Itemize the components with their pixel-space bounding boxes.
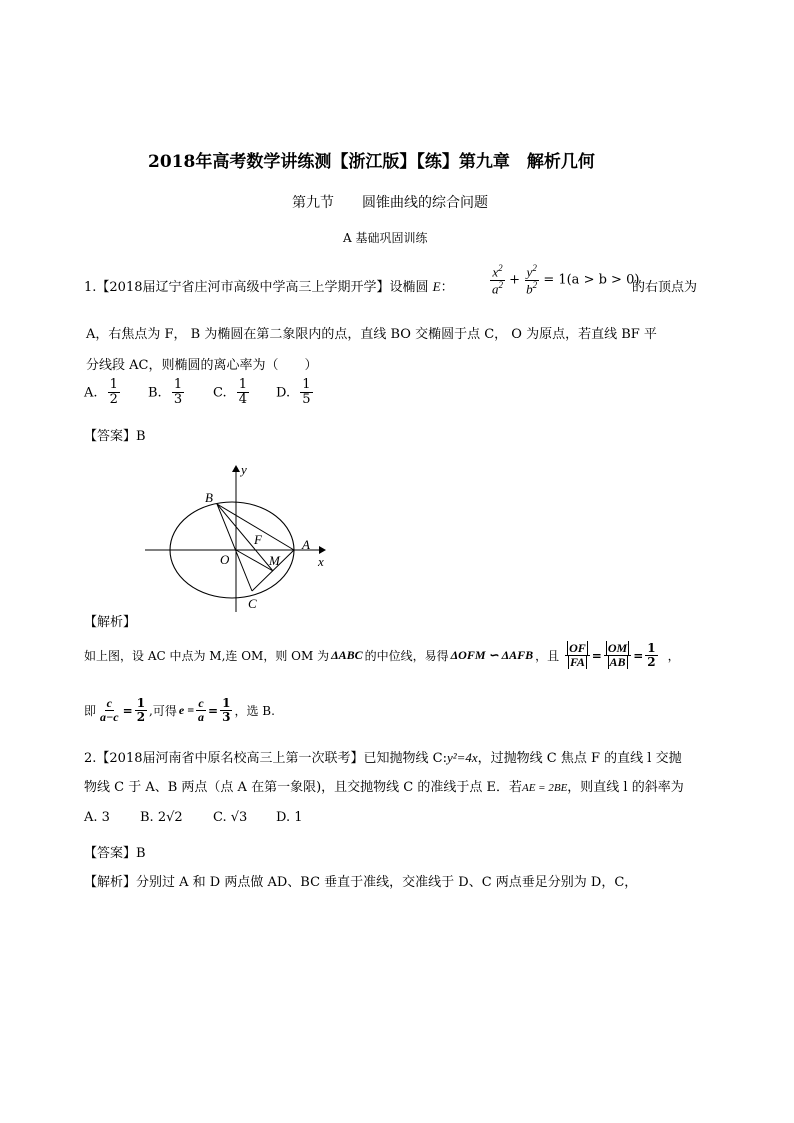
label-a: A: [302, 537, 310, 552]
q2-parabola: y²=4x: [446, 750, 478, 765]
option-b-letter: B.: [148, 385, 162, 401]
q2-analysis: 【解析】分别过 A 和 D 两点做 AD、BC 垂直于准线，交准线于 D、C 两点垂足分别为 D，C，: [84, 875, 638, 890]
question-2-line-2: [84, 776, 684, 795]
sol-text-1: 如上图，设 AC 中点为 M,连 OM，则 OM 为: [84, 649, 330, 664]
label-f: F: [254, 532, 262, 547]
q1-prefix: 1.【2018届辽宁省庄河市高级中学高三上学期开学】设椭圆: [84, 280, 429, 295]
q1-option-d: [276, 378, 313, 408]
q1-ellipse-label: E: [432, 279, 441, 294]
third-den: 3: [222, 710, 231, 725]
eq-condition: = 1(a > b > 0): [543, 272, 640, 288]
q1-answer: 【答案】B: [84, 429, 146, 444]
sol2-amc: a−c: [100, 710, 119, 725]
q2-text-1: 2.【2018届河南省中原名校高三上第一次联考】已知抛物线 C:: [84, 751, 447, 766]
q2-option-d: D. 1: [276, 810, 303, 825]
option-a-letter: A.: [84, 385, 98, 401]
page-title: 2018年高考数学讲练测【浙江版】【练】第九章 解析几何: [148, 152, 595, 172]
eq-a: a: [492, 280, 499, 296]
half-num: 1: [647, 641, 656, 655]
option-a-den: 2: [109, 392, 118, 408]
sol2-text-3: ，选 B.: [234, 704, 275, 719]
option-b-den: 3: [173, 392, 183, 408]
q2-text-3: 物线 C 于 A、B 两点（点 A 在第一象限)，且交抛物线 C 的准线于点 E．若: [84, 780, 522, 795]
section-title: 第九节 圆锥曲线的综合问题: [292, 195, 488, 211]
option-d-num: 1: [302, 377, 311, 392]
sol-triangle: ΔABC: [331, 648, 363, 663]
eq-y: y: [526, 264, 533, 280]
q2-option-c: C. √3: [213, 810, 248, 825]
option-d-letter: D.: [276, 385, 291, 401]
option-a-num: 1: [109, 377, 118, 392]
label-m: M: [269, 553, 280, 568]
question-1-line-1: 1.【2018届辽宁省庄河市高级中学高三上学期开学】设椭圆 E：: [84, 279, 454, 295]
q2-text-2: ，过抛物线 C 焦点 F 的直线 l 交抛: [477, 751, 682, 766]
q2-option-a: A. 3: [84, 810, 110, 825]
label-b: B: [205, 490, 213, 505]
sol-comma: ，: [667, 649, 680, 664]
label-y: y: [241, 462, 247, 477]
subsection-title: A 基础巩固训练: [343, 231, 428, 245]
label-o: O: [220, 552, 230, 567]
option-b-num: 1: [173, 377, 183, 392]
line-bc: [217, 504, 252, 591]
q1-line-1-suffix: 的右顶点为: [632, 280, 698, 295]
q1-solution-line-2: 即 $\frac{c}{a-c}$ = $\frac{1}{2}$ ,可得 e = $\frac{c}{a}$ = $\frac{1}{3}$ ，选 B.: [84, 696, 275, 725]
q1-option-a: [84, 378, 120, 408]
line-om: [236, 550, 273, 571]
sol2-text-2: ,可得: [149, 704, 177, 719]
label-c: C: [248, 596, 257, 611]
option-c-den: 4: [238, 392, 248, 408]
half-den: 2: [647, 655, 656, 670]
q2-answer: 【答案】B: [84, 846, 146, 861]
ellipse-equation: $\frac{x^2}{a^2}$ + $\frac{y^2}{b^2}$ = 1(a > b > 0): [492, 263, 640, 296]
third-num: 1: [222, 696, 231, 710]
question-1-line-3: 分线段 AC，则椭圆的离心率为（ ）: [86, 358, 318, 373]
sol-text-2: 的中位线，易得: [364, 649, 449, 664]
sol2-text-1: 即: [84, 704, 97, 719]
option-c-num: 1: [238, 377, 248, 392]
option-d-den: 5: [302, 392, 311, 408]
ratio-om: OM: [607, 641, 628, 655]
q2-option-b: B. 2√2: [140, 810, 183, 825]
question-1-line-2: A，右焦点为 F， B 为椭圆在第二象限内的点，直线 BO 交椭圆于点 C， O 为原点，若直线 BF 平: [86, 327, 657, 342]
sol-text-3: ，且: [535, 649, 560, 664]
sol2-e: e =: [178, 703, 195, 718]
question-2-line-1: [84, 747, 682, 766]
q1-option-b: [148, 378, 184, 408]
ratio-fa: FA: [570, 655, 585, 670]
eq-x: x: [492, 264, 499, 280]
sol2-a: a: [198, 710, 205, 725]
q1-solution-line-1: 如上图，设 AC 中点为 M,连 OM，则 OM 为 ΔABC 的中位线，易得 ΔOFM ∽ ΔAFB ，且 $\frac{OF}{FA}$ = $\frac{OM}{AB}$ = $\frac{1}{2}$ ，: [84, 641, 680, 670]
ellipse-diagram: [140, 462, 340, 617]
label-x: x: [318, 554, 324, 569]
q1-option-c: [213, 378, 249, 408]
ratio-of: OF: [569, 641, 586, 655]
sol-similarity: ΔOFM ∽ ΔAFB: [450, 648, 534, 663]
option-c-letter: C.: [213, 385, 227, 401]
eq-b: b: [526, 280, 533, 296]
q2-text-4: ，则直线 l 的斜率为: [567, 780, 684, 795]
ratio-ab: AB: [609, 655, 626, 670]
q1-analysis-label: 【解析】: [84, 615, 137, 630]
q2-vector: AE = 2BE: [521, 782, 568, 794]
sol2-c: c: [106, 696, 112, 710]
